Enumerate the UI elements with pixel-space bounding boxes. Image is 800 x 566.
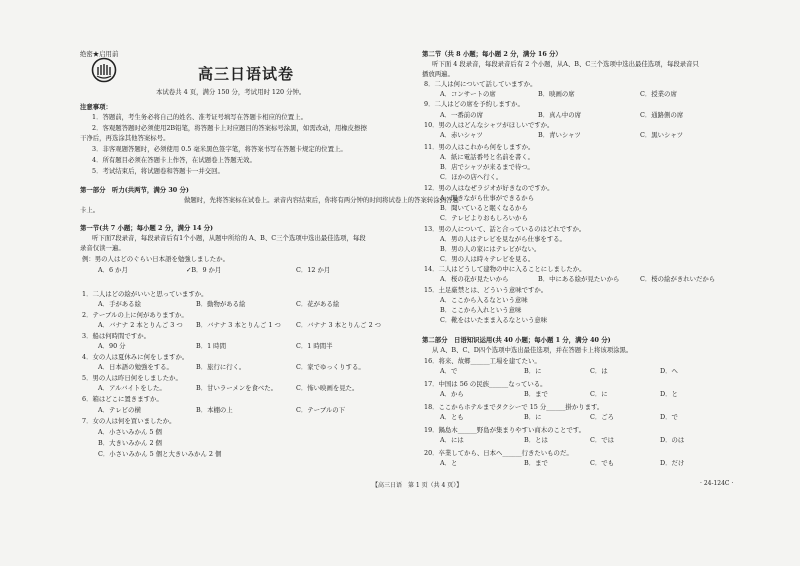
option-c: C．は	[590, 367, 608, 375]
option-c: C．ほかの店へ行く。	[440, 173, 503, 181]
option-c: C．怖い映画を見た。	[296, 384, 359, 392]
notice-item: 5．考试结束后，将试题卷和答题卡一并交回。	[92, 167, 224, 175]
option-a: A．小さいみかん 5 個	[98, 428, 162, 436]
notice-item: 3．非客观题答题时，必须使用 0.5 毫米黑色签字笔，将答案书写在答题卡规定的位置上。	[92, 145, 347, 153]
option-a: A．日本語の勉強をする。	[98, 363, 173, 371]
option-b: B．店でシャツが来るまで待つ。	[440, 163, 534, 171]
question: 19．鍋島木______野島が集まりやすい商木のことです。	[424, 426, 585, 434]
option-a: A．テレビの横	[98, 406, 141, 414]
option-b: B．中にある絵が見たいから	[538, 275, 620, 283]
option-c: C．ごろ	[590, 413, 615, 421]
section1-heading: 第一节(共 7 小题；每小题 2 分，满分 14 分)	[80, 224, 214, 232]
question: 18．ここからホテルまでタクシーで 15 分______掛かります。	[424, 403, 604, 411]
option-c: C．授業の席	[640, 90, 677, 98]
option-a: A．ここから入るなという意味	[440, 296, 528, 304]
notice-item: 干净后，再选涂其他答案标号。	[80, 134, 170, 142]
option-a: A．コンサートの席	[440, 90, 496, 98]
option-c: C．に	[590, 390, 608, 398]
option-a: A．で	[440, 367, 458, 375]
option-b: B．青いシャツ	[538, 131, 581, 139]
school-logo-icon	[91, 57, 117, 83]
notice-heading: 注意事项：	[80, 103, 112, 111]
option-d: D．だけ	[660, 459, 685, 467]
exam-intro: 本试卷共 4 页，满分 150 分，考试用时 120 分钟。	[156, 88, 306, 96]
option-b: B．動物がある絵	[196, 300, 246, 308]
option-b: B．まで	[524, 459, 548, 467]
part1-desc: 卡上。	[80, 206, 100, 214]
section2-desc: 听下面 4 段录音，每段录音后有 2 个小题，从A、B、C三个选项中选出最佳选项，每段录音只	[432, 60, 699, 68]
part1-heading: 第一部分 听力(共两节，满分 30 分)	[80, 186, 189, 194]
option-a: A．には	[440, 436, 464, 444]
option-a: A．聞きながら仕事ができるから	[440, 194, 535, 202]
question: 20．卒業してから、日本へ______行きたいものだ。	[424, 449, 573, 457]
question: 4．女の人は夏休みに何をしますか。	[82, 353, 189, 361]
option-d: D．へ	[660, 367, 678, 375]
section1-desc: 录音仅读一遍。	[80, 244, 125, 252]
notice-item: 1．答题前，考生务必将自己的姓名、准考证号填写在答题卡相应的位置上。	[92, 113, 307, 121]
question: 14．二人はどうして建物の中に入ることにしましたか。	[424, 265, 586, 273]
question: 12．男の人はなぜラジオが好きなのですか。	[424, 184, 554, 192]
question: 16．将来、故郷______工場を建てたい。	[424, 357, 541, 365]
option-a: A．男の人はテレビを見ながら仕事をする。	[440, 235, 566, 243]
page-number: 【高三日语 第 1 页（共 4 页）】	[372, 482, 463, 489]
option-a: A．赤いシャツ	[440, 131, 483, 139]
part1-desc: 做题时，先将答案标在试卷上。录音内容结束后，你将有两分钟的时间将试卷上的答案转涂到答题	[184, 196, 459, 204]
option-b: B．ここから入れという意味	[440, 306, 522, 314]
option-c: C．通路側の席	[640, 111, 684, 119]
option-c: C．黒いシャツ	[640, 131, 684, 139]
option-a: A．バナナ 2 本とりんご 3 つ	[98, 321, 183, 329]
option-c: C．靴をはいたまま入るなという意味	[440, 316, 548, 324]
option-b: B．バナナ 3 本とりんご 1 つ	[196, 321, 281, 329]
question: 6．箱はどこに置きますか。	[82, 395, 163, 403]
option-b: B．とは	[524, 436, 548, 444]
option-c: C．1 時間半	[296, 342, 333, 350]
example-option-a: A．6 か月	[98, 266, 128, 274]
option-c: C．花がある絵	[296, 300, 340, 308]
option-a: A．手がある絵	[98, 300, 141, 308]
exam-title: 高三日语试卷	[198, 65, 295, 83]
example-option-b: ✓B．9 か月	[186, 266, 222, 274]
option-a: A．90 分	[98, 342, 126, 350]
option-b: B．に	[524, 413, 542, 421]
option-a: A．とも	[440, 413, 464, 421]
section2-desc: 播放两遍。	[422, 70, 454, 78]
option-d: D．と	[660, 390, 678, 398]
option-d: D．のは	[660, 436, 685, 444]
option-c: C．小さいみかん 5 個と大きいみかん 2 個	[98, 450, 222, 458]
question: 9．二人はどの席を予約しますか。	[424, 100, 524, 108]
option-b: B．まで	[524, 390, 548, 398]
option-b: B．旅行に行く。	[196, 363, 246, 371]
option-a: A．アルバイトをした。	[98, 384, 166, 392]
part2-heading: 第二部分 日语知识运用(共 40 小题；每小题 1 分，满分 40 分)	[422, 336, 611, 344]
option-a: A．と	[440, 459, 458, 467]
option-b: B．甘いラーメンを食べた。	[196, 384, 278, 392]
option-b: B．映画の席	[538, 90, 575, 98]
option-c: C．家でゆっくりする。	[296, 363, 365, 371]
option-c: C．テレビよりおもしろいから	[440, 214, 528, 222]
option-b: B．に	[524, 367, 542, 375]
option-a: A．一番前の席	[440, 111, 483, 119]
question: 11．男の人はこれから何をしますか。	[424, 143, 535, 151]
option-b: B．聞いていると眠くなるから	[440, 204, 528, 212]
option-c: C．でも	[590, 459, 615, 467]
question: 8．二人は何について話していますか。	[424, 80, 537, 88]
section2-heading: 第二节（共 8 小题；每小题 2 分，满分 16 分）	[422, 50, 562, 58]
notice-item: 2．客观题答题时必须使用2B铅笔，将答题卡上对应题目的答案标号涂黑，如需改动，用橡皮擦擦	[92, 124, 367, 132]
example-option-c: C．12 か月	[296, 266, 331, 274]
question: 3．船は何時間ですか。	[82, 332, 150, 340]
option-b: B．1 時間	[196, 342, 226, 350]
option-b: B．本棚の上	[196, 406, 233, 414]
option-b: B．男の人の家にはテレビがない。	[440, 245, 541, 253]
question: 17．中国は 56 の民族______なっている。	[424, 380, 547, 388]
section1-desc: 听下面7段录音，每段录音后有1个小题，从题中所给的 A、B、C三个选项中选出最佳选项，每段	[92, 234, 366, 242]
question: 10．男の人はどんなシャツがほしいですか。	[424, 121, 554, 129]
notice-item: 4．所有题目必须在答题卡上作答，在试题卷上答题无效。	[92, 156, 256, 164]
option-c: C．テーブルの下	[296, 406, 346, 414]
option-c: C．バナナ 3 本とりんご 2 つ	[296, 321, 382, 329]
option-d: D．で	[660, 413, 678, 421]
paper-code: · 24-124C ·	[700, 480, 734, 487]
part2-desc: 从 A、B、C、D四个选项中选出最佳选项，并在答题卡上将该项涂黑。	[432, 346, 633, 354]
option-c: C．桜の絵がきれいだから	[640, 275, 716, 283]
option-a: A．紙に電話番号と名前を書く。	[440, 153, 534, 161]
question: 15．土足厳禁とは、どういう意味ですか。	[424, 286, 548, 294]
question: 1．二人はどの絵がいいと思っていますか。	[82, 290, 208, 298]
secret-mark: 绝密★启用前	[80, 50, 119, 58]
option-c: C．では	[590, 436, 615, 444]
question: 2．テーブルの上に何がありますか。	[82, 311, 188, 319]
question: 5．男の人は昨日何をしましたか。	[82, 374, 182, 382]
example-question: 例：男の人はどのぐらい日本語を勉強しましたか。	[82, 255, 229, 263]
option-b: B．真ん中の席	[538, 111, 582, 119]
question: 7．女の人は何を買いましたか。	[82, 417, 176, 425]
question: 13．男の人について、話と合っているのはどれですか。	[424, 225, 586, 233]
option-c: C．男の人は時々テレビを見る。	[440, 255, 535, 263]
option-a: A．桜の花が見たいから	[440, 275, 509, 283]
option-b: B．大きいみかん 2 個	[98, 439, 162, 447]
option-a: A．から	[440, 390, 464, 398]
